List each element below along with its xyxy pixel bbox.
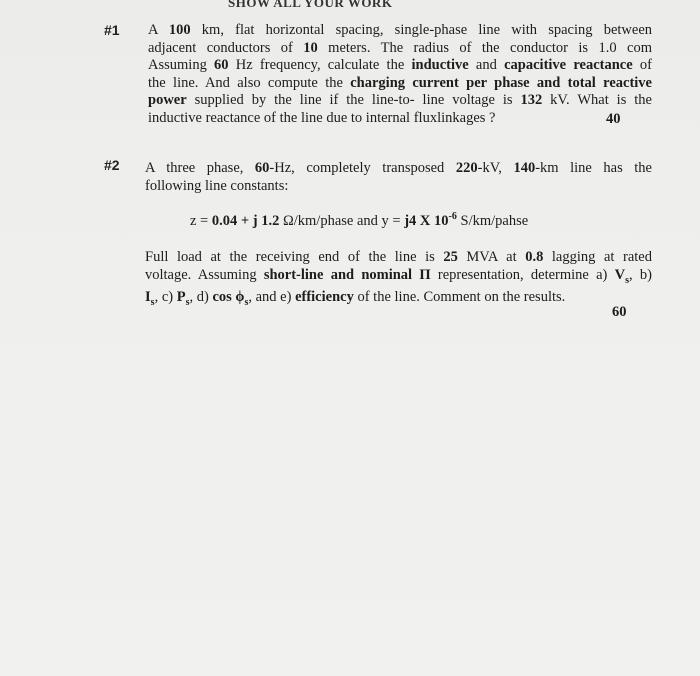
question-1-number: #1	[104, 22, 120, 38]
text-line: Full load at the receiving end of the line is 25 MVA at 0.8 lagging at rated	[145, 249, 652, 265]
text-line: power supplied by the line if the line-to- line voltage is 132 kV. What is the	[148, 92, 652, 109]
question-2-body	[145, 249, 652, 312]
text-line: A 100 km, flat horizontal spacing, single-phase line with spacing between	[148, 22, 653, 38]
text-line: A three phase, 60-Hz, completely transposed 220-kV, 140-km line has the	[145, 160, 652, 176]
text-line: voltage. Assuming short-line and nominal Π representation, determine a) $V_s$, b)	[145, 266, 652, 286]
header-fragment: SHOW ALL YOUR WORK	[228, 0, 393, 10]
question-1-text	[148, 22, 652, 128]
question-2-intro	[145, 160, 652, 195]
question-2-number: #2	[104, 157, 120, 173]
text-line: following line constants:	[145, 177, 289, 194]
question-2-marks: 60	[612, 304, 627, 320]
text-line: inductive reactance of the line due to internal fluxlinkages ?	[148, 109, 496, 126]
text-line: adjacent conductors of 10 meters. The radius of the conductor is 1.0 com	[148, 39, 652, 56]
text-line: $I_s$, c) $P_s$, d) $\cos \phi_s$, and e) efficiency of the line. Comment on the results.	[145, 289, 566, 308]
text-line: Assuming 60 Hz frequency, calculate the inductive and capacitive reactance of	[148, 57, 652, 74]
text-line: the line. And also compute the charging current per phase and total reactive	[148, 74, 652, 91]
line-constants-equation: z = 0.04 + j 1.2 Ω/km/phase and y = j4 X $10^{-6}$ S/km/pahse	[190, 211, 529, 229]
question-1-marks: 40	[606, 111, 621, 127]
